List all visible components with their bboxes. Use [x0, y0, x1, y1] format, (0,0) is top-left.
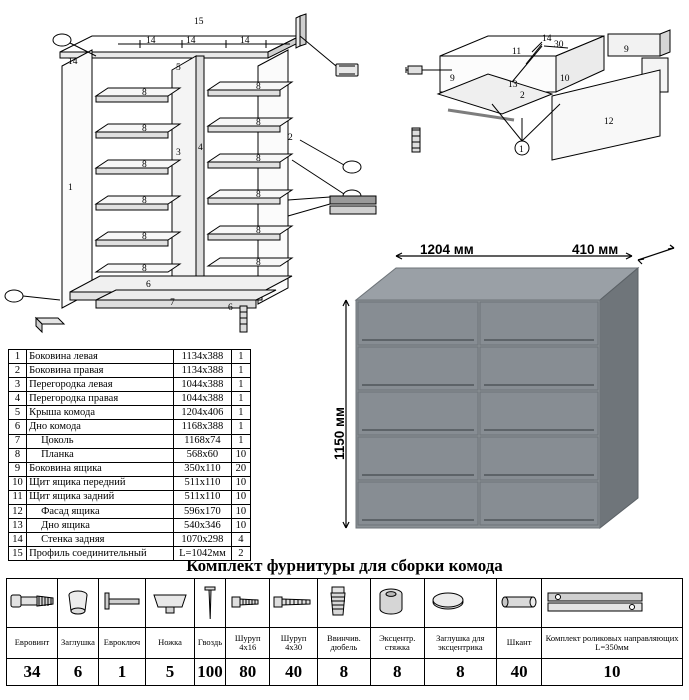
svg-text:1: 1 [68, 183, 73, 193]
table-row: 2 Боковина правая 1134x388 1 [9, 364, 251, 378]
svg-text:8: 8 [142, 160, 147, 170]
svg-text:14: 14 [186, 36, 196, 46]
table-row: 7 Цоколь 1168x74 1 [9, 434, 251, 448]
table-row: 13 Дно ящика 540x346 10 [9, 519, 251, 533]
svg-text:5: 5 [176, 63, 181, 73]
drawer-assembly-diagram [392, 8, 687, 168]
table-row: 1 Боковина левая 1134x388 1 [9, 350, 251, 364]
eccentric-cell [370, 579, 424, 628]
hardware-count: 8 [370, 659, 424, 686]
svg-text:15: 15 [194, 17, 204, 27]
svg-text:8: 8 [142, 88, 147, 98]
svg-text:13: 13 [508, 80, 518, 90]
svg-text:8: 8 [142, 264, 147, 274]
hardware-count: 5 [146, 659, 195, 686]
hardware-count: 8 [424, 659, 497, 686]
table-row: 12 Фасад ящика 596x170 10 [9, 505, 251, 519]
svg-text:14: 14 [146, 36, 156, 46]
hardware-label: Евровинт [7, 628, 58, 659]
nail-cell [195, 579, 226, 628]
svg-text:8: 8 [256, 154, 261, 164]
svg-text:1: 1 [519, 145, 524, 155]
table-row: 15 Профиль соединительный L=1042мм 2 [9, 547, 251, 561]
svg-text:6: 6 [228, 303, 233, 313]
svg-text:12: 12 [604, 117, 614, 127]
hardware-count: 34 [7, 659, 58, 686]
hardware-label: Комплект роликовых направляющих L=350мм [542, 628, 683, 659]
hardware-label: Ножка [146, 628, 195, 659]
euro-screw-icon [7, 581, 57, 625]
cap-icon [58, 581, 98, 625]
svg-text:9: 9 [450, 74, 455, 84]
hardware-count: 6 [58, 659, 99, 686]
nail-icon [195, 581, 225, 625]
shkant-cell [497, 579, 542, 628]
svg-text:30: 30 [554, 40, 564, 50]
hardware-count: 10 [542, 659, 683, 686]
hardware-label: Заглушка [58, 628, 99, 659]
svg-text:4: 4 [198, 143, 203, 153]
dowel-cell [317, 579, 370, 628]
euro-key-icon [99, 581, 145, 625]
hardware-kit-title: Комплект фурнитуры для сборки комода [186, 556, 503, 575]
svg-text:14: 14 [240, 36, 250, 46]
hardware-label: Эксцентр. стяжка [370, 628, 424, 659]
hardware-label: Ввинчив. дюбель [317, 628, 370, 659]
table-row: 5 Крыша комода 1204x406 1 [9, 406, 251, 420]
svg-text:14: 14 [542, 34, 552, 44]
eccentric-cap-icon [425, 581, 471, 625]
svg-text:8: 8 [256, 118, 261, 128]
svg-text:8: 8 [142, 124, 147, 134]
hardware-count: 100 [195, 659, 226, 686]
table-row: 8 Планка 568x60 10 [9, 448, 251, 462]
hardware-kit-table [6, 578, 683, 686]
svg-text:8: 8 [256, 226, 261, 236]
eccentric-cap-cell [424, 579, 497, 628]
hardware-icons-row [7, 579, 683, 628]
table-row: 10 Щит ящика передний 511x110 10 [9, 476, 251, 490]
table-row: 9 Боковина ящика 350x110 20 [9, 462, 251, 476]
table-row: 11 Щит ящика задний 511x110 10 [9, 490, 251, 504]
hardware-label: Шуруп 4x30 [270, 628, 317, 659]
svg-text:10: 10 [560, 74, 570, 84]
screw-4x30-cell [270, 579, 317, 628]
eccentric-icon [371, 581, 411, 625]
svg-text:8: 8 [256, 190, 261, 200]
parts-list-table [8, 349, 251, 561]
svg-text:6: 6 [146, 280, 151, 290]
screw-4x30-icon [270, 581, 316, 625]
hardware-label: Шуруп 4x16 [226, 628, 270, 659]
foot-icon [146, 581, 194, 625]
svg-text:8: 8 [256, 82, 261, 92]
table-row: 14 Стенка задняя 1070x298 4 [9, 533, 251, 547]
svg-text:14: 14 [68, 57, 78, 67]
hardware-count: 1 [99, 659, 146, 686]
screw-4x16-icon [226, 581, 266, 625]
hardware-count: 8 [317, 659, 370, 686]
hardware-label: Шкант [497, 628, 542, 659]
hardware-label: Гвоздь [195, 628, 226, 659]
euro-screw-cell [7, 579, 58, 628]
parts-table-body [9, 350, 251, 561]
svg-text:3: 3 [176, 148, 181, 158]
dowel-icon [318, 581, 358, 625]
hardware-counts-row [7, 659, 683, 686]
foot-cell [146, 579, 195, 628]
svg-text:11: 11 [512, 47, 522, 57]
table-row: 4 Перегородка правая 1044x388 1 [9, 392, 251, 406]
exploded-cabinet-diagram [0, 0, 390, 345]
svg-text:8: 8 [142, 232, 147, 242]
svg-text:7: 7 [170, 298, 175, 308]
cap-cell [58, 579, 99, 628]
euro-key-cell [99, 579, 146, 628]
svg-text:2: 2 [520, 91, 525, 101]
hardware-count: 40 [270, 659, 317, 686]
svg-text:9: 9 [624, 45, 629, 55]
svg-text:8: 8 [256, 258, 261, 268]
shkant-icon [497, 581, 541, 625]
hardware-labels-row [7, 628, 683, 659]
width-dimension-label: 1204 мм [420, 242, 474, 257]
table-row: 6 Дно комода 1168x388 1 [9, 420, 251, 434]
rail-set-cell [542, 579, 683, 628]
depth-dimension-label: 410 мм [572, 242, 619, 257]
screw-4x16-cell [226, 579, 270, 628]
hardware-label: Заглушка для эксцентрика [424, 628, 497, 659]
rail-set-icon [542, 581, 652, 625]
svg-text:2: 2 [288, 133, 293, 143]
table-row: 3 Перегородка левая 1044x388 1 [9, 378, 251, 392]
hardware-count: 40 [497, 659, 542, 686]
svg-text:8: 8 [142, 196, 147, 206]
finished-cabinet-render [338, 240, 683, 550]
height-dimension-label: 1150 мм [332, 406, 347, 460]
hardware-count: 80 [226, 659, 270, 686]
hardware-label: Евроключ [99, 628, 146, 659]
